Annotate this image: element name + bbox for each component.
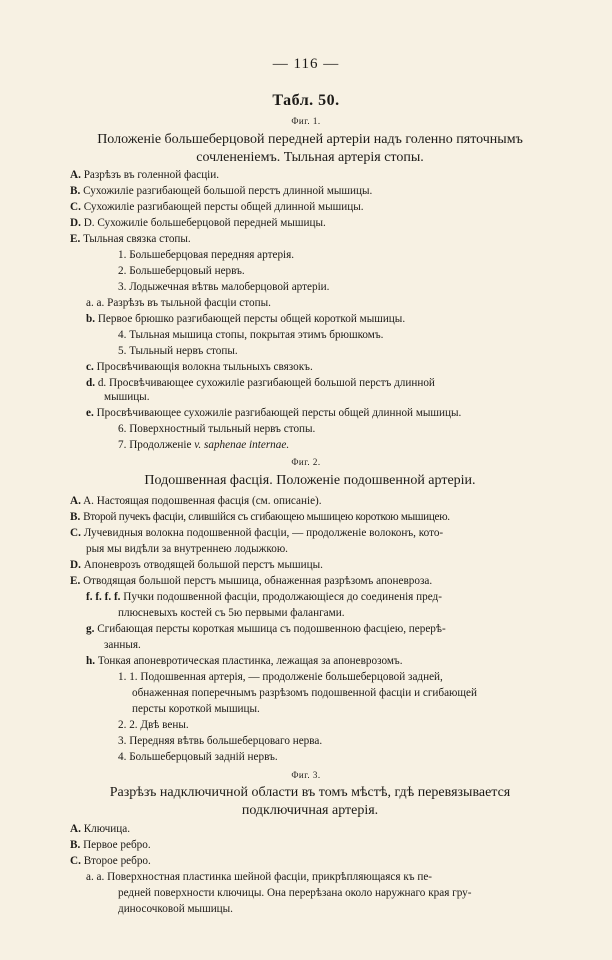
list-item: d. d. Просвѣчивающее сухожиліе разгибающей большой перстъ длинной (86, 377, 435, 389)
fig1-title-line2: сочлененіемъ. Тыльная артерія стопы. (196, 150, 424, 165)
list-item: h. Тонкая апоневротическая пластинка, лежащая за апоневрозомъ. (86, 655, 403, 667)
list-item: редней поверхности ключицы. Она перерѣзана около наружнаго края гру- (118, 887, 472, 899)
list-item: 7. Продолженіе v. saphenae internae. (118, 439, 290, 451)
list-item: B. Первое ребро. (70, 839, 151, 851)
list-item: плюсневыхъ костей съ 5ю первыми фалангами. (118, 607, 345, 619)
list-item: рыя мы видѣли за внутреннею лодыжкою. (86, 543, 288, 555)
list-item: D. Апоневрозъ отводящей большой перстъ мышицы. (70, 559, 323, 571)
list-item: диносочковой мышицы. (118, 903, 233, 915)
list-item: e. Просвѣчивающее сухожиліе разгибающей персты общей длинной мышицы. (86, 407, 462, 419)
list-item: 3. Лодыжечная вѣтвь малоберцовой артеріи. (118, 281, 330, 293)
list-item: g. Сгибающая персты короткая мышица съ подошвенною фасціею, перерѣ- (86, 623, 446, 635)
list-item: 4. Тыльная мышица стопы, покрытая этимъ брюшкомъ. (118, 329, 384, 341)
list-item: C. Второе ребро. (70, 855, 151, 867)
list-item: c. Просвѣчивающія волокна тыльныхъ связокъ. (86, 361, 313, 373)
list-item: A. Разрѣзъ въ голенной фасціи. (70, 169, 220, 181)
fig3-title-line1: Разрѣзъ надключичной области въ томъ мѣстѣ, гдѣ перевязывается (109, 785, 511, 800)
list-item: мышицы. (104, 391, 150, 403)
list-item: 5. Тыльный нервъ стопы. (118, 345, 238, 357)
list-item: 1. 1. Подошвенная артерія, — продолженіе большеберцовой задней, (118, 671, 443, 683)
list-item: 1. Большеберцовая передняя артерія. (118, 249, 295, 261)
list-item: персты короткой мышицы. (132, 703, 260, 715)
table-title: Табл. 50. (272, 92, 340, 109)
list-item: 6. Поверхностный тыльный нервъ стопы. (118, 423, 316, 435)
list-item: b. Первое брюшко разгибающей персты общей короткой мышицы. (86, 313, 406, 325)
list-item: B. Сухожиліе разгибающей большой перстъ длинной мышицы. (70, 185, 373, 197)
list-item: E. Отводящая большой перстъ мышица, обнаженная разрѣзомъ апоневроза. (70, 575, 433, 587)
list-item: 4. Большеберцовый задній нервъ. (118, 751, 278, 763)
fig1-title-line1: Положеніе большеберцовой передней артеріи надъ голенно пяточнымъ (97, 132, 523, 147)
list-item: D. D. Сухожиліе большеберцовой передней мышицы. (70, 217, 326, 229)
list-item: занныя. (104, 639, 141, 651)
list-item: a. a. Поверхностная пластинка шейной фасціи, прикрѣпляющаяся къ пе- (86, 871, 433, 883)
list-item: A. Ключица. (70, 823, 131, 835)
fig1-label: Фиг. 1. (291, 116, 321, 126)
list-item: A. A. Настоящая подошвенная фасція (см. описаніе). (70, 495, 322, 507)
list-item: 2. 2. Двѣ вены. (118, 719, 189, 731)
list-item: f. f. f. f. Пучки подошвенной фасціи, продолжающіеся до соединенія пред- (86, 591, 442, 603)
list-item: 2. Большеберцовый нервъ. (118, 265, 245, 277)
list-item: B. Второй пучекъ фасціи, слившійся съ сгибающею мышицею короткою мышицею. (70, 511, 450, 523)
list-item: E. Тыльная связка стопы. (70, 233, 191, 245)
list-item: C. Лучевидныя волокна подошвенной фасціи, — продолженіе волоконъ, кото- (70, 527, 444, 539)
list-item: a. a. Разрѣзъ въ тыльной фасціи стопы. (86, 297, 271, 309)
list-item: обнаженная поперечнымъ разрѣзомъ подошвенной фасціи и сгибающей (132, 687, 477, 699)
fig3-title-line2: подключичная артерія. (241, 803, 379, 818)
fig3-label: Фиг. 3. (291, 770, 321, 780)
list-item: C. Сухожиліе разгибающей персты общей длинной мышицы. (70, 201, 364, 213)
fig2-title: Подошвенная фасція. Положеніе подошвенной артеріи. (144, 473, 476, 488)
list-item: 3. Передняя вѣтвь большеберцоваго нерва. (118, 735, 323, 747)
page-number: — 116 — (272, 56, 340, 72)
fig2-label: Фиг. 2. (291, 457, 321, 467)
